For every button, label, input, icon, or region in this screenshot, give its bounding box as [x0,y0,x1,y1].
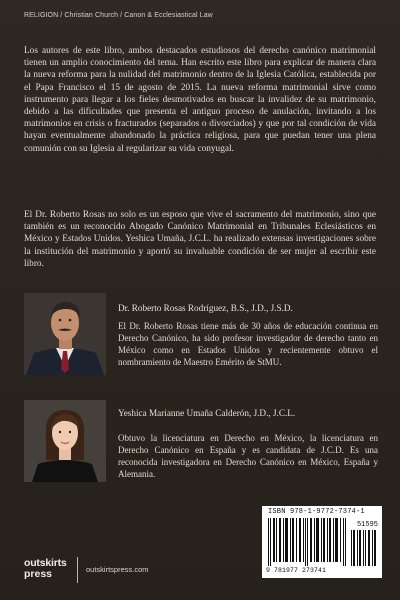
category-line: RELIGION / Christian Church / Canon & Ecclesiastical Law [24,12,213,19]
publisher-logo [24,558,67,580]
author-bio-1: El Dr. Roberto Rosas tiene más de 30 años de educación continua en Derecho Canónico, ha sido profesor investigador de derecho tanto en México como en Estados Unidos y recientemente obtuvo el nombramiento de Maestro Emérito de StMU. [118,321,378,367]
author-bio-2: Obtuvo la licenciatura en Derecho en México, la licenciatura en Derecho Canónico en España y es candidata de J.C.D. Es una reconocida investigadora en Derecho Canónico en México, España y Alemania. [118,433,378,479]
publisher-logo-line1: outskirts [24,557,67,569]
isbn-barcode [262,506,382,578]
price-barcode-bars [350,530,378,566]
publisher-website: outskirtspress.com [86,565,149,574]
author-photo-yeshica [24,400,106,482]
author-portrait-2 [24,400,106,482]
author-portrait-1 [24,293,106,375]
price-code: 51595 [356,521,378,529]
description-paragraph-2: El Dr. Roberto Rosas no solo es un esposo que vive el sacramento del matrimonio, sino que también es un reconocido Abogado Canónico Matrimonial en Tribunales Eclesiásticos en México y Estados Unidos. Yeshica Umaña, J.C.L. ha realizado extensas investigaciones sobre la institución del matrimonio y aportó su invaluable condición de ser mujer al escribir este libro. [24,210,376,269]
isbn-label: ISBN 978-1-9772-7374-1 [268,508,365,516]
author-photo-roberto [24,293,106,375]
description-paragraph-1: Los autores de este libro, ambos destacados estudiosos del derecho canónico matrimonial tienen un amplio conocimiento del tema. Han escrito este libro para explicar de manera clara la nueva reforma para la nulidad del matrimonio dentro de la Iglesia Católica, establecida por el Papa Francisco el 15 de agosto de 2015. La nueva reforma matrimonial sirve como instrumento para llegar a los fieles desmotivados en buscar la invalidez de su matrimonio, debido a las dificultades que presenta el antiguo proceso de anulación, invitando a los matrimonios en crisis o fracturados (separados o divorciados) y que por tal condición de vida hayan eventualmente abandonado la práctica religiosa, para que puedan tener una plena comunión con su Iglesia al regularizar su vida conyugal. [24,46,376,154]
author-name-1: Dr. Roberto Rosas Rodríguez, B.S., J.D., J.S.D. [118,303,293,313]
author-name-2: Yeshica Marianne Umaña Calderón, J.D., J.C.L. [118,408,296,418]
publisher-divider [77,557,78,583]
barcode-bars [266,518,348,566]
barcode-digits: 9 781977 273741 [266,567,327,574]
publisher-logo-line2: press [24,568,53,580]
